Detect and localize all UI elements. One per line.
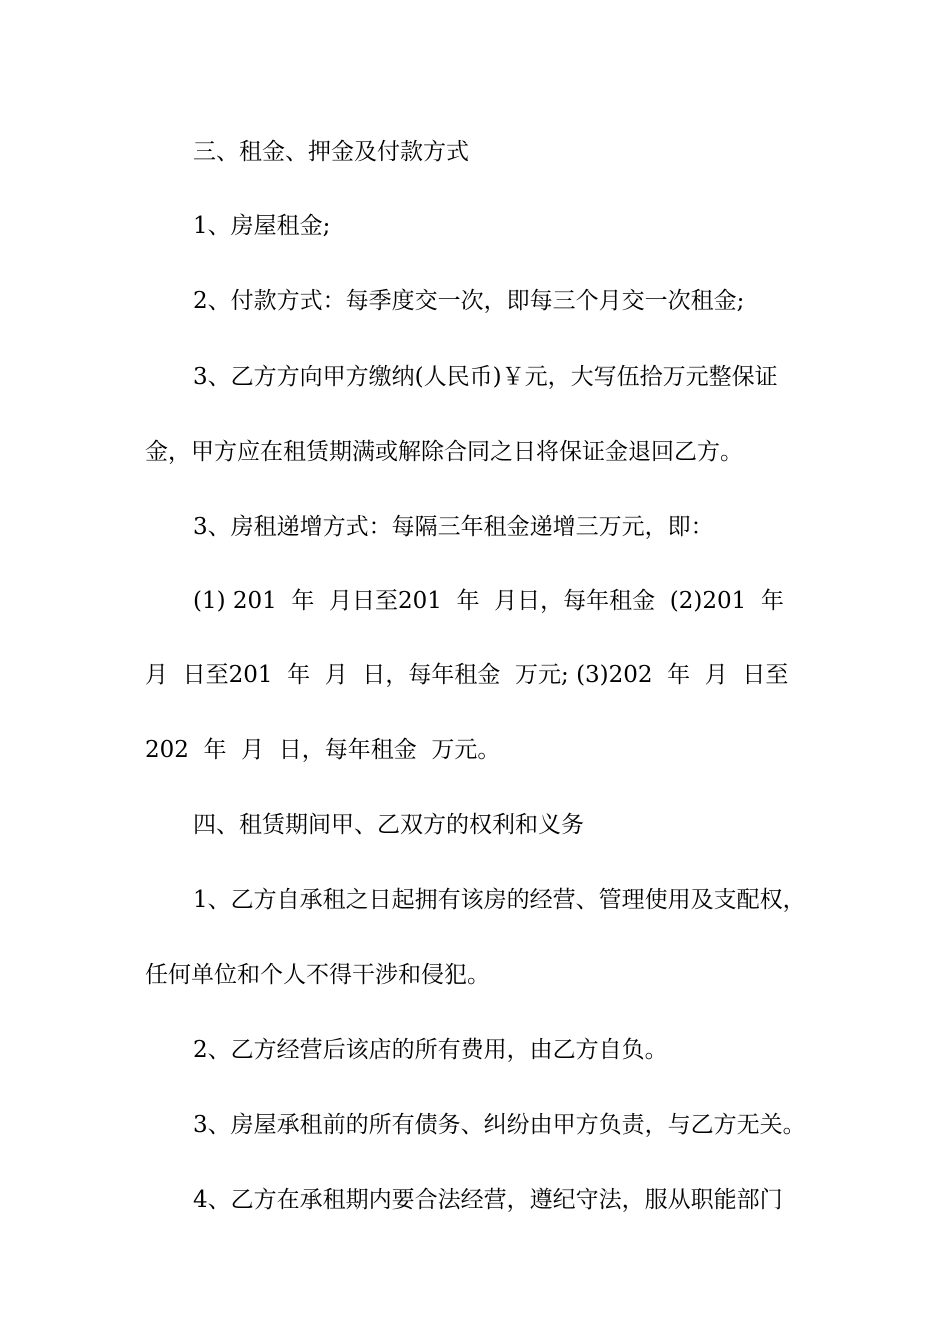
- clause-operating-rights-line-1: 1、乙方自承租之日起拥有该房的经营、管理使用及支配权，: [193, 887, 806, 913]
- clause-expenses: 2、乙方经营后该店的所有费用，由乙方自负。: [193, 1037, 668, 1063]
- clause-deposit-line-2: 金，甲方应在租赁期满或解除合同之日将保证金退回乙方。: [145, 439, 743, 465]
- rent-schedule-line-2: 月 日至201 年 月 日，每年租金 万元; (3)202 年 月 日至: [145, 662, 789, 688]
- rent-schedule-line-3: 202 年 月 日，每年租金 万元。: [145, 737, 501, 763]
- clause-rent-increase: 3、房租递增方式：每隔三年租金递增三万元，即：: [193, 514, 714, 540]
- clause-operating-rights-line-2: 任何单位和个人不得干涉和侵犯。: [145, 962, 490, 988]
- clause-payment-method: 2、付款方式：每季度交一次，即每三个月交一次租金;: [193, 288, 745, 314]
- section-heading-rent-deposit-payment: 三、租金、押金及付款方式: [193, 139, 469, 165]
- clause-house-rent: 1、房屋租金;: [193, 213, 331, 239]
- clause-prior-debts: 3、房屋承租前的所有债务、纠纷由甲方负责，与乙方无关。: [193, 1112, 806, 1138]
- clause-lawful-operation: 4、乙方在承租期内要合法经营，遵纪守法，服从职能部门: [193, 1187, 783, 1213]
- section-heading-rights-obligations: 四、租赁期间甲、乙双方的权利和义务: [193, 812, 584, 838]
- clause-deposit-line-1: 3、乙方方向甲方缴纳(人民币)￥元，大写伍拾万元整保证: [193, 364, 778, 390]
- rent-schedule-line-1: (1) 201 年 月日至201 年 月日，每年租金 (2)201 年: [193, 588, 784, 614]
